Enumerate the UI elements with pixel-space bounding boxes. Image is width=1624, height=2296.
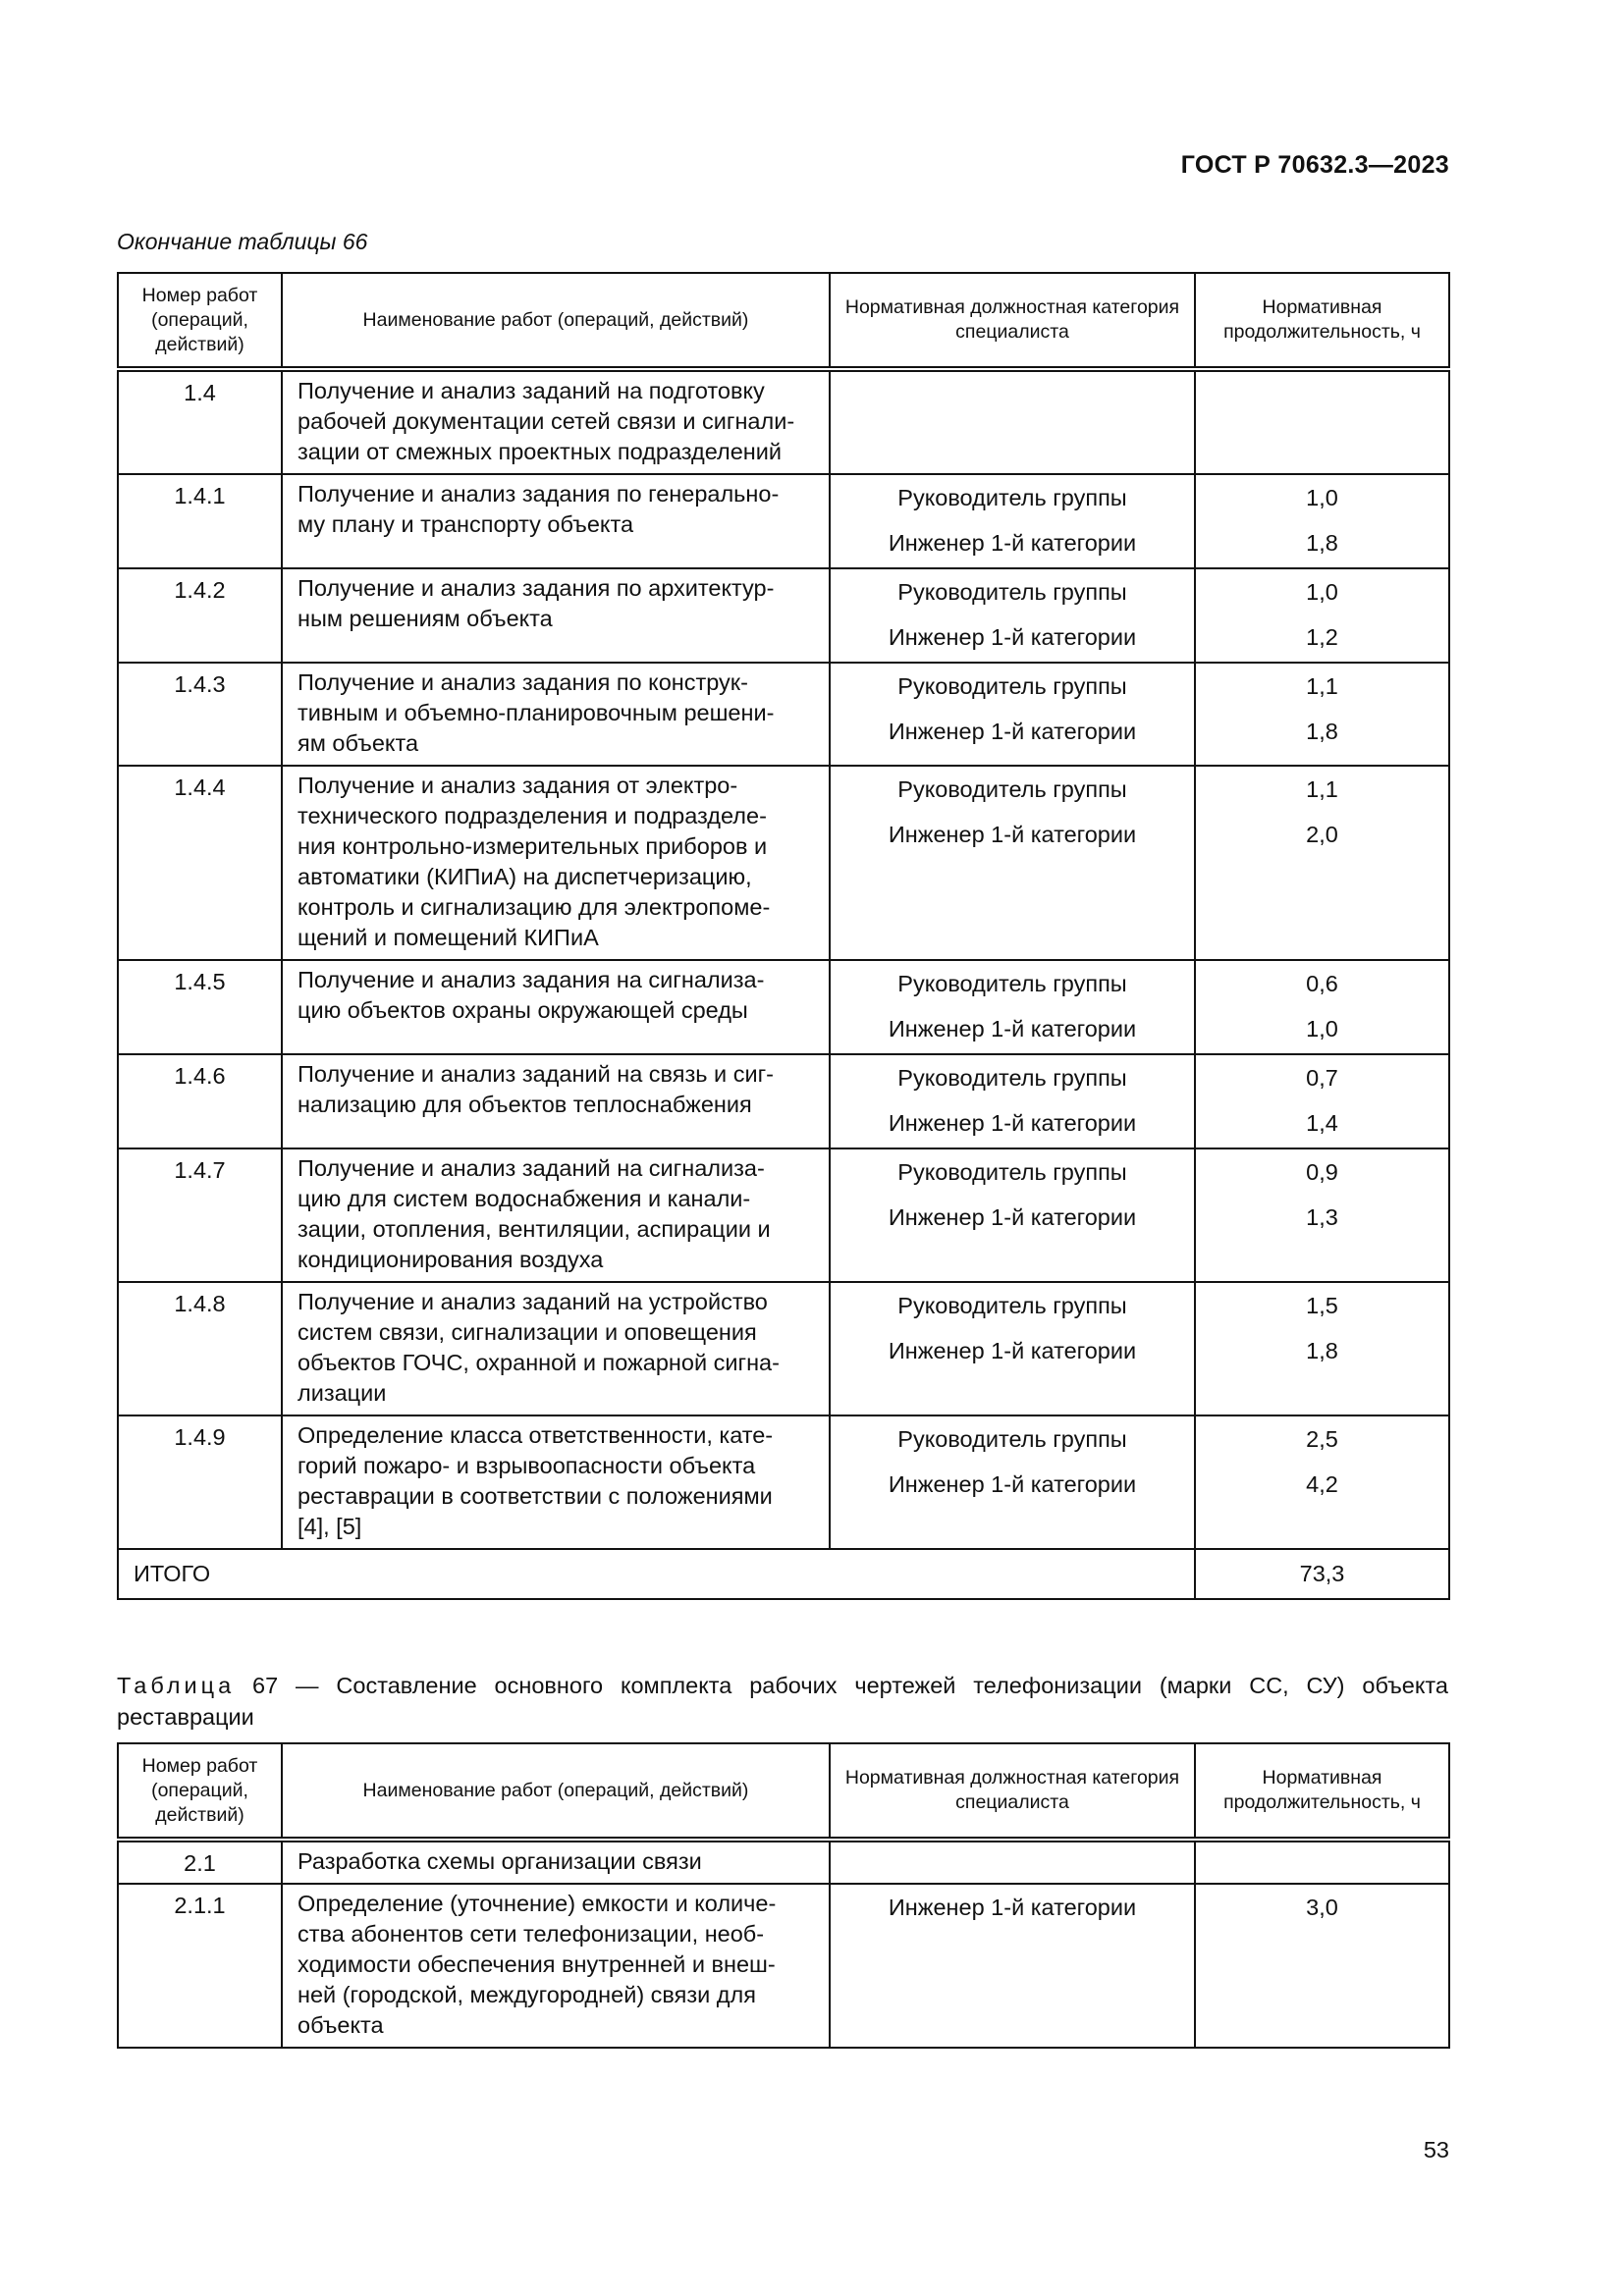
duration-cell: [1195, 568, 1449, 663]
work-number-cell: 1.4.4: [118, 766, 282, 960]
work-name-cell: [282, 960, 830, 1054]
table-row: [118, 1054, 1449, 1148]
table-header-row: [118, 273, 1449, 369]
specialist-category: Руководитель группы: [897, 971, 1127, 996]
specialist-category: Инженер 1-й категории: [888, 1110, 1137, 1136]
duration-cell: [1195, 1884, 1449, 2048]
table-row: [118, 1148, 1449, 1282]
specialist-category: Инженер 1-й категории: [888, 719, 1137, 744]
duration-value: 0,9: [1306, 1159, 1338, 1185]
work-name-line: Получение и анализ заданий на сигнализа-: [298, 1155, 765, 1181]
work-name-line: [4], [5]: [298, 1514, 362, 1539]
specialist-category: Инженер 1-й категории: [888, 530, 1137, 556]
work-name-cell: [282, 663, 830, 766]
specialist-category-cell: [830, 1148, 1195, 1282]
column-header-name: Наименование работ (операций, действий): [282, 1743, 830, 1840]
specialist-category-cell: [830, 369, 1195, 474]
work-name-line: рабочей документации сетей связи и сигнали-: [298, 408, 795, 434]
work-number-cell: 1.4.8: [118, 1282, 282, 1415]
specialist-category: Руководитель группы: [897, 1426, 1127, 1452]
work-name-line: Получение и анализ задания на сигнализа-: [298, 967, 765, 992]
table-67: [117, 1742, 1450, 2049]
work-name-line: ям объекта: [298, 730, 419, 756]
table-67-body: [118, 1840, 1449, 2048]
specialist-category: Инженер 1-й категории: [888, 1895, 1137, 1920]
work-number-cell: 2.1.1: [118, 1884, 282, 2048]
work-name-line: зации от смежных проектных подразделений: [298, 439, 783, 464]
specialist-category: Руководитель группы: [897, 776, 1127, 802]
work-number-cell: 1.4: [118, 369, 282, 474]
duration-value: 1,5: [1306, 1293, 1338, 1318]
work-name-line: Получение и анализ задания по архитектур-: [298, 575, 775, 601]
duration-cell: [1195, 1148, 1449, 1282]
work-number-cell: 1.4.5: [118, 960, 282, 1054]
specialist-category: Руководитель группы: [897, 579, 1127, 605]
duration-cell: [1195, 369, 1449, 474]
table-66-body: [118, 369, 1449, 1549]
specialist-category: Руководитель группы: [897, 1065, 1127, 1091]
work-name-line: ходимости обеспечения внутренней и внеш-: [298, 1951, 776, 1977]
work-name-line: Получение и анализ задания по генерально-: [298, 481, 780, 507]
specialist-category-cell: [830, 1884, 1195, 2048]
duration-cell: [1195, 1054, 1449, 1148]
work-name-line: лизации: [298, 1380, 387, 1406]
table-row: [118, 568, 1449, 663]
specialist-category: Руководитель группы: [897, 1159, 1127, 1185]
duration-value: 1,0: [1306, 579, 1338, 605]
table-66-continuation-caption: Окончание таблицы 66: [117, 229, 368, 254]
work-name-line: объекта: [298, 2012, 384, 2038]
work-name-line: нализацию для объектов теплоснабжения: [298, 1092, 752, 1117]
duration-value: 1,8: [1306, 719, 1338, 744]
table-row: [118, 1415, 1449, 1549]
specialist-category: Руководитель группы: [897, 673, 1127, 699]
total-label: ИТОГО: [118, 1549, 1195, 1599]
duration-value: 1,1: [1306, 673, 1338, 699]
table-67-caption-text: 67 — Составление основного комплекта рабочих чертежей телефонизации (марки СС, СУ) объекта реставрации: [117, 1673, 1448, 1730]
work-name-line: тивным и объемно-планировочным решени-: [298, 700, 775, 725]
column-header-duration: Нормативная продолжительность, ч: [1195, 1743, 1449, 1840]
work-name-cell: [282, 568, 830, 663]
column-header-number: Номер работ (операций, действий): [118, 1743, 282, 1840]
work-name-line: Получение и анализ заданий на связь и сиг-: [298, 1061, 774, 1087]
work-name-line: объектов ГОЧС, охранной и пожарной сигна-: [298, 1350, 780, 1375]
table-row: [118, 960, 1449, 1054]
work-number-cell: 1.4.3: [118, 663, 282, 766]
specialist-category: Руководитель группы: [897, 485, 1127, 510]
specialist-category-cell: [830, 568, 1195, 663]
work-name-line: ния контрольно-измерительных приборов и: [298, 833, 768, 859]
duration-cell: [1195, 766, 1449, 960]
duration-value: 1,8: [1306, 1338, 1338, 1363]
specialist-category: Инженер 1-й категории: [888, 822, 1137, 847]
work-name-line: щений и помещений КИПиА: [298, 925, 599, 950]
specialist-category-cell: [830, 1282, 1195, 1415]
duration-cell: [1195, 474, 1449, 568]
specialist-category: Руководитель группы: [897, 1293, 1127, 1318]
work-name-cell: [282, 1148, 830, 1282]
work-name-line: технического подразделения и подразделе-: [298, 803, 767, 828]
table-row: [118, 663, 1449, 766]
table-66: [117, 272, 1450, 1600]
work-name-cell: [282, 369, 830, 474]
table-row: [118, 1840, 1449, 1884]
duration-value: 3,0: [1306, 1895, 1338, 1920]
specialist-category-cell: [830, 1054, 1195, 1148]
work-number-cell: 1.4.9: [118, 1415, 282, 1549]
document-code: ГОСТ Р 70632.3—2023: [1180, 151, 1449, 179]
work-name-cell: [282, 1840, 830, 1884]
work-name-line: автоматики (КИПиА) на диспетчеризацию,: [298, 864, 752, 889]
table-row: [118, 1884, 1449, 2048]
work-name-line: ства абонентов сети телефонизации, необ-: [298, 1921, 765, 1947]
work-name-line: Получение и анализ задания по конструк-: [298, 669, 748, 695]
specialist-category-cell: [830, 663, 1195, 766]
work-name-line: Определение класса ответственности, кате-: [298, 1422, 774, 1448]
work-name-line: систем связи, сигнализации и оповещения: [298, 1319, 757, 1345]
specialist-category-cell: [830, 960, 1195, 1054]
table-header-row: [118, 1743, 1449, 1840]
work-name-line: му плану и транспорту объекта: [298, 511, 634, 537]
work-name-line: цию для систем водоснабжения и канали-: [298, 1186, 751, 1211]
work-name-line: зации, отопления, вентиляции, аспирации и: [298, 1216, 771, 1242]
column-header-duration: Нормативная продолжительность, ч: [1195, 273, 1449, 369]
specialist-category: Инженер 1-й категории: [888, 624, 1137, 650]
duration-value: 1,3: [1306, 1204, 1338, 1230]
work-name-line: контроль и сигнализацию для электропоме-: [298, 894, 771, 920]
table-row: [118, 1282, 1449, 1415]
work-name-line: цию объектов охраны окружающей среды: [298, 997, 748, 1023]
table-67-caption-prefix: Таблица: [117, 1673, 236, 1698]
work-name-line: ным решениям объекта: [298, 606, 553, 631]
work-name-cell: [282, 1415, 830, 1549]
duration-value: 1,0: [1306, 485, 1338, 510]
table-row: [118, 369, 1449, 474]
work-name-line: ней (городской, междугородней) связи для: [298, 1982, 756, 2007]
work-name-cell: [282, 1282, 830, 1415]
specialist-category-cell: [830, 766, 1195, 960]
work-name-cell: [282, 474, 830, 568]
specialist-category: Инженер 1-й категории: [888, 1016, 1137, 1041]
duration-cell: [1195, 960, 1449, 1054]
duration-value: 1,2: [1306, 624, 1338, 650]
duration-value: 1,1: [1306, 776, 1338, 802]
column-header-category: Нормативная должностная категория специалиста: [830, 273, 1195, 369]
table-row: [118, 766, 1449, 960]
duration-value: 1,4: [1306, 1110, 1338, 1136]
work-name-line: Получение и анализ заданий на подготовку: [298, 378, 765, 403]
duration-value: 2,0: [1306, 822, 1338, 847]
duration-value: 0,7: [1306, 1065, 1338, 1091]
page-number: 53: [1423, 2137, 1449, 2163]
specialist-category-cell: [830, 1840, 1195, 1884]
work-name-line: Разработка схемы организации связи: [298, 1848, 702, 1874]
duration-cell: [1195, 1840, 1449, 1884]
work-number-cell: 2.1: [118, 1840, 282, 1884]
work-name-cell: [282, 766, 830, 960]
work-name-cell: [282, 1884, 830, 2048]
work-name-line: кондиционирования воздуха: [298, 1247, 604, 1272]
duration-value: 2,5: [1306, 1426, 1338, 1452]
table-67-caption: [117, 1670, 1448, 1733]
work-name-cell: [282, 1054, 830, 1148]
column-header-category: Нормативная должностная категория специалиста: [830, 1743, 1195, 1840]
specialist-category: Инженер 1-й категории: [888, 1471, 1137, 1497]
duration-value: 0,6: [1306, 971, 1338, 996]
work-number-cell: 1.4.1: [118, 474, 282, 568]
specialist-category-cell: [830, 474, 1195, 568]
duration-cell: [1195, 663, 1449, 766]
work-name-line: Определение (уточнение) емкости и количе-: [298, 1891, 777, 1916]
table-row: [118, 474, 1449, 568]
column-header-number: Номер работ (операций, действий): [118, 273, 282, 369]
duration-value: 4,2: [1306, 1471, 1338, 1497]
duration-value: 1,0: [1306, 1016, 1338, 1041]
duration-cell: [1195, 1282, 1449, 1415]
specialist-category: Инженер 1-й категории: [888, 1338, 1137, 1363]
total-value: 73,3: [1195, 1549, 1449, 1599]
work-number-cell: 1.4.6: [118, 1054, 282, 1148]
work-name-line: горий пожаро- и взрывоопасности объекта: [298, 1453, 756, 1478]
work-name-line: Получение и анализ задания от электро-: [298, 773, 738, 798]
column-header-name: Наименование работ (операций, действий): [282, 273, 830, 369]
work-number-cell: 1.4.2: [118, 568, 282, 663]
work-number-cell: 1.4.7: [118, 1148, 282, 1282]
duration-cell: [1195, 1415, 1449, 1549]
total-row: [118, 1549, 1449, 1599]
work-name-line: Получение и анализ заданий на устройство: [298, 1289, 768, 1314]
specialist-category: Инженер 1-й категории: [888, 1204, 1137, 1230]
duration-value: 1,8: [1306, 530, 1338, 556]
specialist-category-cell: [830, 1415, 1195, 1549]
work-name-line: реставрации в соответствии с положениями: [298, 1483, 773, 1509]
